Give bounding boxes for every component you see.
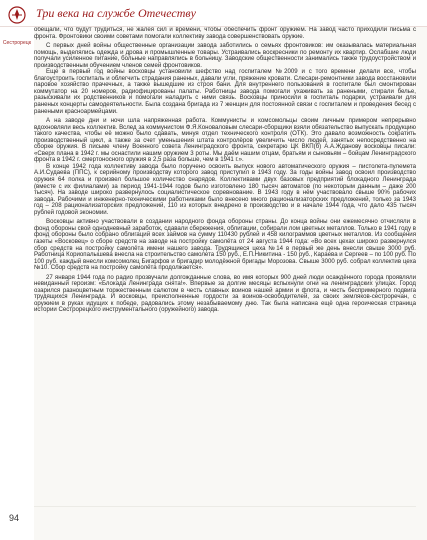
page-header [0,0,427,27]
paragraph: Восковцы активно участвовали в создании народного фонда обороны страны. До конца войны они ежемесячно отчисляли в фонд обороны свой однодневный заработок, сдавали сбережения, облигации, собирали лом цветных металлов. Только в 1941 году в фонд обороны было собрано облигаций всех займов на сумму 110430 рублей и 458 килограммов цветных металлов. Из сообщения газеты «Восковец» о сборе средств на заводе на постройку самолёта от 24 августа 1944 года: «Во всех цехах широко развернулся сбор средств на постройку самолёта имени нашего завода. Трудящиеся цеха №14 в первый же день внесли свыше 3000 руб. Работница Кориопалышева внесла на строительство самолета 150 руб., Е.П.Никитина - 150 руб., Караева и Сергеев – по 100 руб. По 100 руб. каждый внесли комсомолец Бигарфов и бригадир молодёжной бригады Морозова. Свыше 3000 руб. собрал коллектив цеха №10. Сбор средств на постройку самолёта продолжается». [34,218,416,272]
page-number: 94 [9,513,20,523]
logo-caption: Сестрорецк [2,40,32,46]
paragraph: В конце 1942 года коллективу завода было поручено освоить выпуск нового автоматического оружия – пистолета-пулемета А.И.Судаева (ППС), к серийному производству которого завод приступил в 1943 году. За годы войны завод освоил производство оружия 64 полка и произвел большое количество снарядов. Коллективами двух базовых предприятий блокадного Ленинграда (вместе с их филиалами) за период 1941-1944 годов было изготовлено 180 тысяч автоматов (по некоторым данным – даже 200 тысяч). На заводе широко развернулось социалистическое соревнование. В 1943 году в нём участвовало свыше 90% рабочих завода. Рабочими и инженерно-техническими работниками было внесено много рационализаторских предложений, только за 1943 год – 208 рационализаторских предложений, 110 из которых внедрено в производство и в начале 1944 года, что дало 435 тысяч рублей годовой экономии. [34,162,416,216]
article-body [34,27,416,507]
sestroretsk-emblem-icon [8,6,26,24]
paragraph: 27 января 1944 года по радио прозвучали долгожданные слова, во имя которых 900 дней люди осаждённого города проявляли невиданный героизм: «Блокада Ленинграда снята!». Впервые за долгие месяцы вспыхнули огни на ленинградских улицах. Город озарился разноцветным торжественным салютом в честь славных воинов нашей армии и флота, и честь беспримерного подвига трудящихся Ленинграда. И восковцы, преисполненные гордости за воинов-освободителей, за своих земляков-сестроречан, с оружием в руках идущих к победе, радовались этому незабываемому дню. Так была написана ещё одна героическая страница истории Сестрорецкого инструментального (оружейного) завода. [34,273,416,314]
footer-divider [34,506,416,507]
running-header-title: Три века на службе Отечеству [36,6,196,20]
paragraph: Еще в первый год войны восковцы установили шефство над госпиталем №2009 и с того времени делали все, чтобы благоустроить госпиталь и облегчить страдания раненых, давали угли, пряжение кровати. Слесари-ремонтники завода восстановили паровое хозяйство прачечных, а также вышедшие из строя бани. Для внутреннего пользования в госпитале был смонтирован коммутатор на 20 номеров, радиофицированы палаты. Работницы завода помогали ухаживать за ранеными, стирали белье, разыскивали их родственников и помогали наладить с ними связь. Восковцы приносили в госпиталь подарки, устраивали для раненых концерты самодеятельности. Была создана бригада из 7 женщин для постоянной связи с госпиталем и проведения бесед с ранеными красноармейцами. [34,68,416,115]
left-margin-band [0,0,34,540]
paragraph: обещали, что будут трудиться, не жалея сил и времени, чтобы обеспечить фронт оружием. На завод часто приходили письма с фронта. Фронтовики своими советами помогали коллективу завода совершенствовать оружие. [34,27,416,40]
paragraph: А на заводе дни и ночи шла напряженная работа. Коммунисты и комсомольцы своим личным примером непрерывно вдохновляли весь коллектив. Вслед за коммунистом Ф.Я.Коноваловым слесари-сборщики взяли обязательство выпускать продукцию такого качества, чтобы её можно было сдавать, минуя отдел технического контроля (ОТК). Это давало возможность сократить производственный цикл, а также за счет уменьшения штата контролёров увеличить число людей, занятых непосредственно на сборке оружия. В письме члену Военного совета Ленинградского фронта, секретарю ЦК ВКП(б) А.А.Жданову восковцы писали: «Сверх плана в 1942 г. мы оснастили нашим оружием 3 роты. Мы даём нашим отцам, братьям и сыновьям – бойцам Ленинградского фронта в 1942 г. смертоносного оружия в 2,5 раза больше, чем в 1941 г.». [34,117,416,164]
paragraph: С первых дней войны общественные организации завода заботились о семьях фронтовиков: им оказывалась материальная помощь, выделялись одежда и дрова и промышленные товары. Устраивались воскресники по ремонту их квартир. Ослабшие люди получали усиленное питание, больные направлялись в больницу. Заводские общественности занимались также трудоустройством и производственным обучением членов семей фронтовиков. [34,42,416,69]
